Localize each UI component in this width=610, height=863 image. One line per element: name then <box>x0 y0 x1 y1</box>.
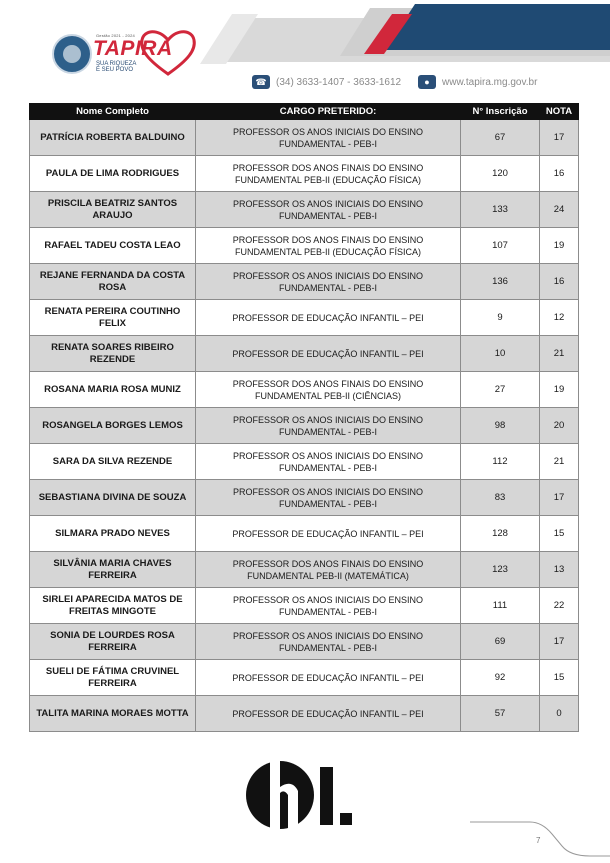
table-row <box>30 444 579 480</box>
table-row <box>30 480 579 516</box>
cell-inscricao: 123 <box>461 552 540 588</box>
phone-icon: ☎ <box>252 75 270 89</box>
cell-nome: SILVÂNIA MARIA CHAVES FERREIRA <box>30 552 196 588</box>
table-row <box>30 624 579 660</box>
cell-inscricao: 92 <box>461 660 540 696</box>
cell-nome: RENATA PEREIRA COUTINHO FELIX <box>30 300 196 336</box>
cell-cargo: PROFESSOR DE EDUCAÇÃO INFANTIL – PEI <box>196 696 461 732</box>
cell-nota: 12 <box>540 300 579 336</box>
table-row <box>30 588 579 624</box>
cell-cargo: PROFESSOR OS ANOS INICIAIS DO ENSINO FUNDAMENTAL - PEB-I <box>196 264 461 300</box>
cell-nota: 19 <box>540 228 579 264</box>
cell-nota: 17 <box>540 624 579 660</box>
cell-nota: 17 <box>540 120 579 156</box>
table-row <box>30 300 579 336</box>
cell-nome: SONIA DE LOURDES ROSA FERREIRA <box>30 624 196 660</box>
page-header <box>0 0 610 100</box>
cell-inscricao: 107 <box>461 228 540 264</box>
logo-name: TAPIRA <box>93 37 173 60</box>
cell-inscricao: 57 <box>461 696 540 732</box>
cell-nota: 16 <box>540 264 579 300</box>
cell-cargo: PROFESSOR OS ANOS INICIAIS DO ENSINO FUNDAMENTAL - PEB-I <box>196 624 461 660</box>
cell-inscricao: 133 <box>461 192 540 228</box>
candidates-table <box>29 103 579 732</box>
cell-cargo: PROFESSOR OS ANOS INICIAIS DO ENSINO FUNDAMENTAL - PEB-I <box>196 480 461 516</box>
cell-nota: 15 <box>540 660 579 696</box>
hl-logo <box>244 757 364 837</box>
cell-cargo: PROFESSOR DOS ANOS FINAIS DO ENSINO FUNDAMENTAL PEB-II (EDUCAÇÃO FÍSICA) <box>196 156 461 192</box>
cell-nome: SILMARA PRADO NEVES <box>30 516 196 552</box>
table-header-row <box>30 104 579 120</box>
cell-inscricao: 9 <box>461 300 540 336</box>
cell-inscricao: 69 <box>461 624 540 660</box>
cell-inscricao: 10 <box>461 336 540 372</box>
column-header-nota: NOTA <box>540 104 579 120</box>
cell-cargo: PROFESSOR OS ANOS INICIAIS DO ENSINO FUNDAMENTAL - PEB-I <box>196 120 461 156</box>
cell-cargo: PROFESSOR DE EDUCAÇÃO INFANTIL – PEI <box>196 660 461 696</box>
cell-nome: PRISCILA BEATRIZ SANTOS ARAUJO <box>30 192 196 228</box>
cell-nome: SIRLEI APARECIDA MATOS DE FREITAS MINGOTE <box>30 588 196 624</box>
phone-text: (34) 3633-1407 - 3633-1612 <box>276 76 402 88</box>
cell-nota: 21 <box>540 336 579 372</box>
cell-cargo: PROFESSOR OS ANOS INICIAIS DO ENSINO FUNDAMENTAL - PEB-I <box>196 444 461 480</box>
cell-nota: 19 <box>540 372 579 408</box>
table-row <box>30 660 579 696</box>
column-header-cargo: CARGO PRETERIDO: <box>196 104 461 120</box>
table-row <box>30 228 579 264</box>
table-row <box>30 516 579 552</box>
cell-nome: SUELI DE FÁTIMA CRUVINEL FERREIRA <box>30 660 196 696</box>
column-header-inscricao: N° Inscrição <box>461 104 540 120</box>
column-header-nome: Nome Completo <box>30 104 196 120</box>
table-row <box>30 192 579 228</box>
cell-nota: 20 <box>540 408 579 444</box>
cell-nota: 0 <box>540 696 579 732</box>
cell-cargo: PROFESSOR OS ANOS INICIAIS DO ENSINO FUNDAMENTAL - PEB-I <box>196 588 461 624</box>
cell-inscricao: 128 <box>461 516 540 552</box>
cell-cargo: PROFESSOR OS ANOS INICIAIS DO ENSINO FUNDAMENTAL - PEB-I <box>196 192 461 228</box>
cell-cargo: PROFESSOR DE EDUCAÇÃO INFANTIL – PEI <box>196 516 461 552</box>
cell-inscricao: 27 <box>461 372 540 408</box>
cell-nome: REJANE FERNANDA DA COSTA ROSA <box>30 264 196 300</box>
website-text[interactable]: www.tapira.mg.gov.br <box>442 76 538 88</box>
table-row <box>30 264 579 300</box>
cell-inscricao: 112 <box>461 444 540 480</box>
cell-nome: ROSANGELA BORGES LEMOS <box>30 408 196 444</box>
cell-nome: RENATA SOARES RIBEIRO REZENDE <box>30 336 196 372</box>
cell-nota: 13 <box>540 552 579 588</box>
table-row <box>30 372 579 408</box>
cell-nome: ROSANA MARIA ROSA MUNIZ <box>30 372 196 408</box>
table-row <box>30 408 579 444</box>
contact-website[interactable] <box>418 73 537 91</box>
logo-tagline-1: SUA RIQUEZA <box>96 61 137 67</box>
logo-tagline-2: É SEU POVO <box>96 67 134 73</box>
cell-inscricao: 120 <box>461 156 540 192</box>
municipal-seal-icon <box>52 34 92 74</box>
cell-cargo: PROFESSOR DOS ANOS FINAIS DO ENSINO FUNDAMENTAL PEB-II (CIÊNCIAS) <box>196 372 461 408</box>
cell-cargo: PROFESSOR OS ANOS INICIAIS DO ENSINO FUNDAMENTAL - PEB-I <box>196 408 461 444</box>
cell-nota: 17 <box>540 480 579 516</box>
cell-nome: PAULA DE LIMA RODRIGUES <box>30 156 196 192</box>
table-row <box>30 120 579 156</box>
globe-icon: ● <box>418 75 436 89</box>
cell-nota: 24 <box>540 192 579 228</box>
cell-nome: PATRÍCIA ROBERTA BALDUINO <box>30 120 196 156</box>
cell-cargo: PROFESSOR DOS ANOS FINAIS DO ENSINO FUNDAMENTAL PEB-II (EDUCAÇÃO FÍSICA) <box>196 228 461 264</box>
cell-inscricao: 111 <box>461 588 540 624</box>
cell-inscricao: 83 <box>461 480 540 516</box>
cell-nome: TALITA MARINA MORAES MOTTA <box>30 696 196 732</box>
contact-phone <box>252 73 401 91</box>
cell-cargo: PROFESSOR DE EDUCAÇÃO INFANTIL – PEI <box>196 300 461 336</box>
cell-nota: 16 <box>540 156 579 192</box>
cell-nota: 15 <box>540 516 579 552</box>
logo-small-text: Gestão 2021 - 2024 <box>96 33 135 38</box>
table-row <box>30 696 579 732</box>
table-row <box>30 156 579 192</box>
cell-nome: SEBASTIANA DIVINA DE SOUZA <box>30 480 196 516</box>
cell-nome: RAFAEL TADEU COSTA LEAO <box>30 228 196 264</box>
cell-inscricao: 98 <box>461 408 540 444</box>
cell-inscricao: 136 <box>461 264 540 300</box>
cell-cargo: PROFESSOR DOS ANOS FINAIS DO ENSINO FUNDAMENTAL PEB-II (MATEMÁTICA) <box>196 552 461 588</box>
table-row <box>30 336 579 372</box>
page-number: 7 <box>536 836 541 845</box>
cell-nota: 22 <box>540 588 579 624</box>
footer-decorative-curve <box>470 800 610 863</box>
cell-nome: SARA DA SILVA REZENDE <box>30 444 196 480</box>
cell-nota: 21 <box>540 444 579 480</box>
table-row <box>30 552 579 588</box>
cell-cargo: PROFESSOR DE EDUCAÇÃO INFANTIL – PEI <box>196 336 461 372</box>
cell-inscricao: 67 <box>461 120 540 156</box>
